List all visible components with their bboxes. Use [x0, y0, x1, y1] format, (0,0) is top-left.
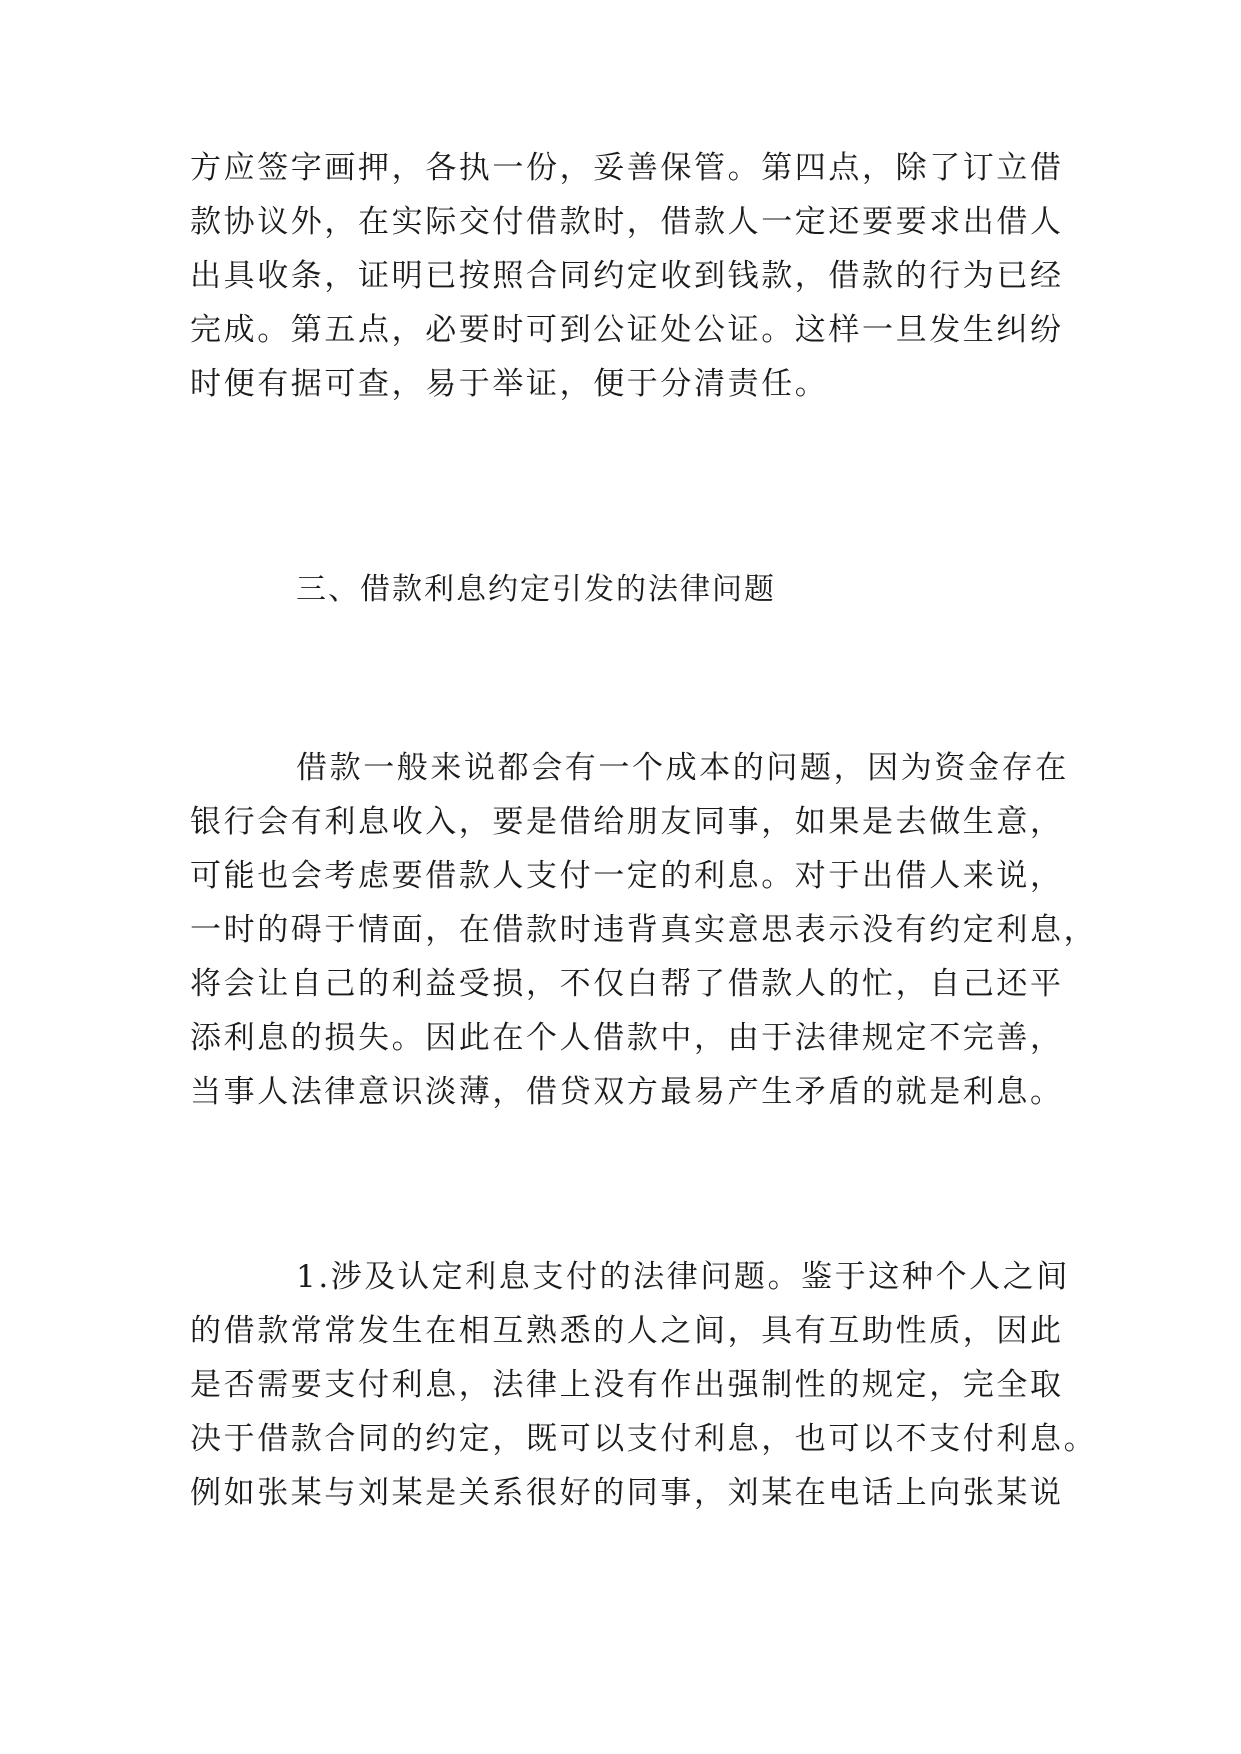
text-line: 银行会有利息收入，要是借给朋友同事，如果是去做生意，	[190, 804, 1064, 840]
text-line: 完成。第五点，必要时可到公证处公证。这样一旦发生纠纷	[190, 312, 1064, 348]
text-line: 借款一般来说都会有一个成本的问题，因为资金存在	[296, 750, 1069, 786]
text-line: 1.涉及认定利息支付的法律问题。鉴于这种个人之间	[296, 1259, 1070, 1295]
text-line: 款协议外，在实际交付借款时，借款人一定还要要求出借人	[190, 204, 1064, 240]
text-line: 当事人法律意识淡薄，借贷双方最易产生矛盾的就是利息。	[190, 1074, 1064, 1110]
text-line: 的借款常常发生在相互熟悉的人之间，具有互助性质，因此	[190, 1313, 1064, 1349]
section-heading: 三、借款利息约定引发的法律问题	[296, 572, 776, 607]
text-line: 例如张某与刘某是关系很好的同事，刘某在电话上向张某说	[190, 1475, 1064, 1511]
text-line: 可能也会考虑要借款人支付一定的利息。对于出借人来说，	[190, 858, 1064, 894]
text-line: 出具收条，证明已按照合同约定收到钱款，借款的行为已经	[190, 258, 1064, 294]
text-line: 方应签字画押，各执一份，妥善保管。第四点，除了订立借	[190, 150, 1064, 186]
text-line: 是否需要支付利息，法律上没有作出强制性的规定，完全取	[190, 1367, 1064, 1403]
text-line: 添利息的损失。因此在个人借款中，由于法律规定不完善，	[190, 1020, 1064, 1056]
text-line: 一时的碍于情面，在借款时违背真实意思表示没有约定利息，	[190, 912, 1098, 948]
text-line: 时便有据可查，易于举证，便于分清责任。	[190, 366, 829, 402]
text-line: 将会让自己的利益受损，不仅白帮了借款人的忙，自己还平	[190, 966, 1064, 1002]
text-line: 决于借款合同的约定，既可以支付利息，也可以不支付利息。	[190, 1421, 1098, 1457]
